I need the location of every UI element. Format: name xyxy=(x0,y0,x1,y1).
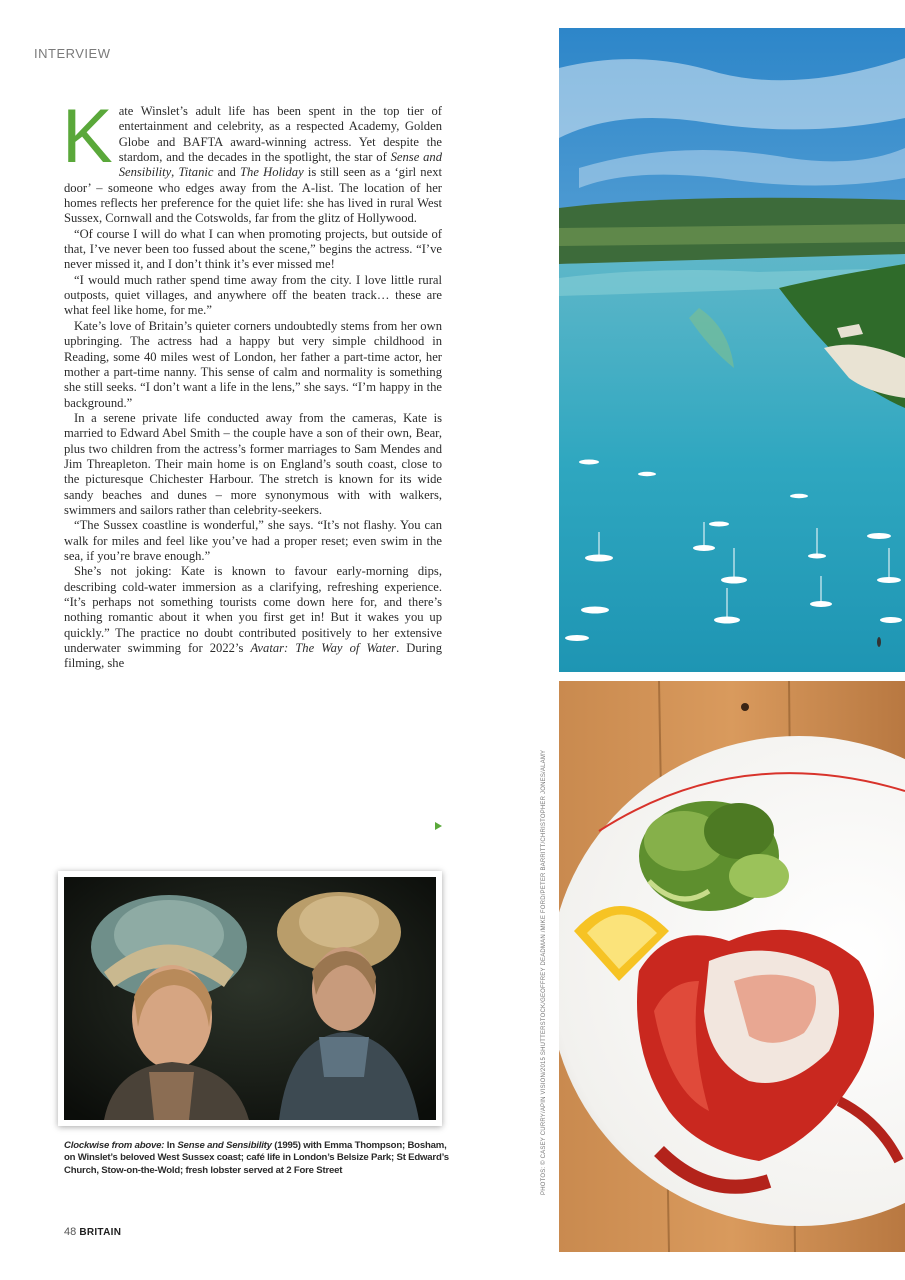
paragraph-3: “I would much rather spend time away from the city. I love little rural outposts, quiet villages, and anywhere off the beaten track… these are what feel like home, for me.” xyxy=(64,272,442,318)
harbour-aerial-photo xyxy=(559,28,905,672)
film-title: Titanic xyxy=(178,165,214,180)
page-folio xyxy=(64,1226,121,1238)
p1-text-d: is still seen as a ‘girl next door’ – someone who edges away from the A-list. The location of her homes reflects her preference for the quiet life: she has lived in rural West Sussex, Cornwall and the Cotswolds, far from the glitz of Hollywood. xyxy=(64,165,442,226)
photo-credit: PHOTOS: © CASEY CURRY/APIN VISION/2015 SHUTTERSTOCK/GEOFFREY DEADMAN /MIKE FORD/PETER BARRITT/CHRISTOPHER JONES/ALAMY xyxy=(541,749,547,1195)
caption-lead: Clockwise from above: xyxy=(64,1140,165,1151)
caption-film: Sense and Sensibility xyxy=(177,1140,272,1151)
p1-text-a: ate Winslet’s adult life has been spent in the top tier of entertainment and celebrity, as a respected Academy, Golden Globe and BAFTA award-winning actress. Yet despite the stardom, and the decades in the spotlight, the star of xyxy=(118,104,442,165)
film-title: Sense and Sensibility xyxy=(118,150,443,180)
film-still-photo xyxy=(58,871,442,1126)
film-title: Avatar: The Way of Water xyxy=(250,641,397,656)
film-still-image xyxy=(64,877,436,1120)
section-label: INTERVIEW xyxy=(34,46,111,61)
paragraph-6: “The Sussex coastline is wonderful,” she says. “It’s not flashy. You can walk for miles and feel like you’ve had a proper reset; even swim in the sea, if you’re brave enough.” xyxy=(64,518,442,563)
caption-text-a: In xyxy=(164,1140,178,1151)
magazine-name: BRITAIN xyxy=(79,1227,122,1238)
film-title: The Holiday xyxy=(240,165,304,180)
p7-text-a: She’s not joking: Kate is known to favour early-morning dips, describing cold-water immersion as a clarifying, refreshing experience. “It’s perhaps not something tourists come down here for, and there’s nothing romantic about it when you first get in! But it wakes you up quickly.” The practice no doubt contributed positively to her extensive underwater swimming for 2022’s xyxy=(64,564,442,656)
continue-arrow-icon xyxy=(435,822,442,830)
paragraph-1 xyxy=(62,94,443,227)
p7-text-b: . During filming, she xyxy=(64,641,442,671)
drop-cap: K xyxy=(62,94,113,179)
p1-text-c: and xyxy=(213,165,241,180)
caption-text-b: (1995) with Emma Thompson; Bosham, on Winslet’s beloved West Sussex coast; café life in London’s Belsize Park; St Edward’s Church, Stow-on-the-Wold; fresh lobster served at 2 Fore Street xyxy=(64,1140,449,1176)
paragraph-4: Kate’s love of Britain’s quieter corners undoubtedly stems from her own upbringing. The actress had a happy but very simple childhood in Reading, some 40 miles west of London, her father a part-time actor, her mother a part-time nanny. This sense of calm and normality is something she still seeks. “I don’t want a life in the lens,” she says. “I’m happy in the background.” xyxy=(64,318,442,410)
lobster-dish-photo xyxy=(559,681,905,1252)
page-number: 48 xyxy=(64,1226,77,1238)
paragraph-2: “Of course I will do what I can when promoting projects, but outside of that, I’ve never been too fussed about the scene,” begins the actress. “I’ve never missed it, and I don’t think it’s ever missed me! xyxy=(64,226,442,272)
photo-caption xyxy=(64,1140,454,1177)
paragraph-7 xyxy=(64,564,442,671)
p1-text-b: , xyxy=(171,165,179,180)
article-body xyxy=(62,94,443,672)
paragraph-5: In a serene private life conducted away from the cameras, Kate is married to Edward Abel Smith – the couple have a son of their own, Bear, plus two children from the actress’s former marriages to Sam Mendes and Jim Threapleton. Their main home is on England’s south coast, close to the picturesque Chichester Harbour. The stretch is known for its wide sandy beaches and dunes – more synonymous with with walkers, swimmers and sailors rather than celebrity-seekers. xyxy=(64,410,442,517)
